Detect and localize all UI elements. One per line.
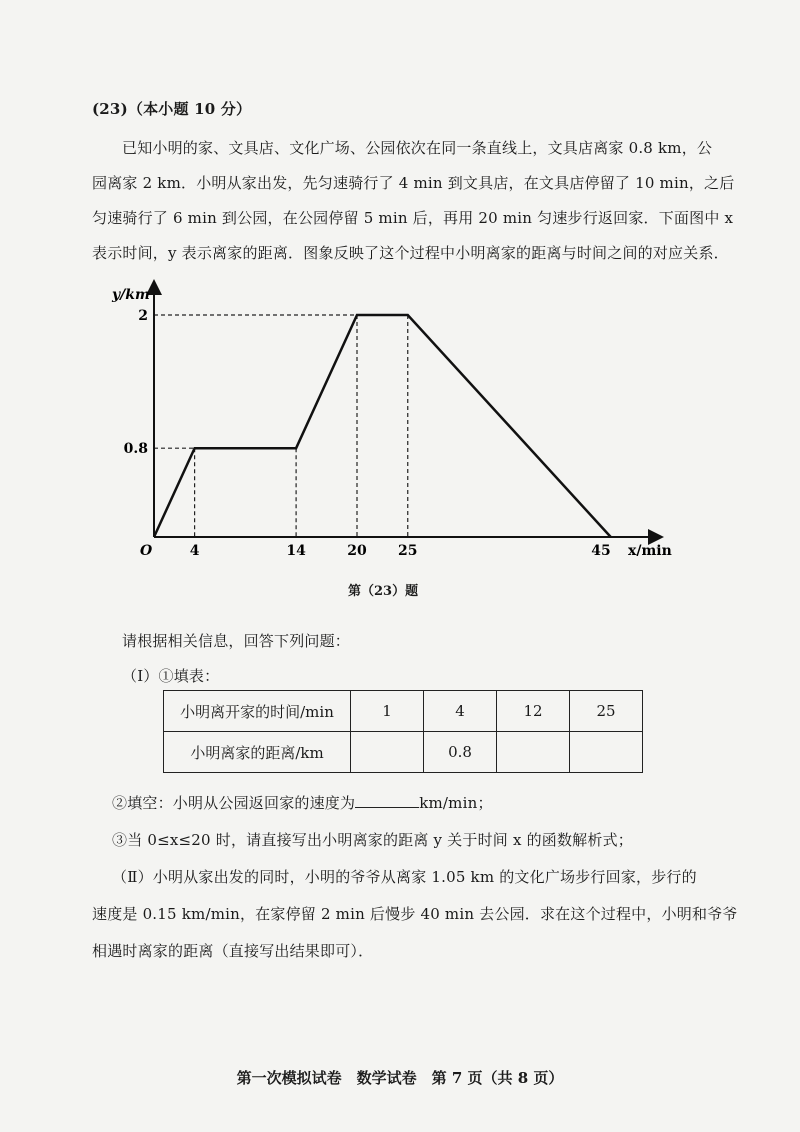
table-cell: 1: [351, 691, 424, 732]
y-tick-label: 2: [138, 308, 148, 324]
x-tick-label: 20: [347, 543, 367, 559]
question-2-unit: km/min；: [419, 794, 493, 812]
table-cell: 25: [570, 691, 643, 732]
distance-line: [154, 315, 611, 537]
question-3: ③当 0≤x≤20 时，请直接写出小明离家的距离 y 关于时间 x 的函数解析式；: [112, 831, 633, 849]
table-cell: [570, 732, 643, 773]
y-axis-label: y/km: [112, 287, 150, 303]
question-header: (23)（本小题 10 分）: [92, 100, 252, 118]
part2-line-3: 相遇时离家的距离（直接写出结果即可）．: [92, 942, 374, 960]
table-cell: 4: [424, 691, 497, 732]
intro-line-4: 表示时间，y 表示离家的距离．图象反映了这个过程中小明离家的距离与时间之间的对应关系．: [92, 244, 729, 262]
question-2-text: ②填空：小明从公园返回家的速度为: [112, 794, 356, 812]
part2-line-1: （Ⅱ）小明从家出发的同时，小明的爷爷从离家 1.05 km 的文化广场步行回家，步行的: [112, 868, 697, 886]
part2-line-2: 速度是 0.15 km/min，在家停留 2 min 后慢步 40 min 去公园．求在这个过程中，小明和爷爷: [92, 905, 738, 923]
x-axis-label: x/min: [628, 543, 672, 559]
intro-line-1: 已知小明的家、文具店、文化广场、公园依次在同一条直线上，文具店离家 0.8 km，公: [122, 139, 713, 157]
table-row: [164, 691, 643, 732]
y-tick-label: 0.8: [123, 441, 148, 458]
origin-label: O: [140, 543, 153, 559]
table-cell: 12: [497, 691, 570, 732]
distance-time-graph: [100, 275, 700, 575]
table-cell: [351, 732, 424, 773]
row2-header: 小明离家的距离/km: [164, 732, 351, 773]
prompt-text: 请根据相关信息，回答下列问题：: [122, 632, 351, 650]
x-tick-label: 45: [591, 543, 611, 559]
x-tick-label: 14: [286, 543, 306, 559]
part1-label: （Ⅰ）①填表：: [122, 667, 220, 685]
intro-line-2: 园离家 2 km．小明从家出发，先匀速骑行了 4 min 到文具店，在文具店停留了 10 min，之后: [92, 174, 735, 192]
table-cell: 0.8: [424, 732, 497, 773]
table-cell: [497, 732, 570, 773]
x-tick-label: 25: [398, 543, 418, 559]
table-row: [164, 732, 643, 773]
intro-line-3: 匀速骑行了 6 min 到公园，在公园停留 5 min 后，再用 20 min 匀速步行返回家．下面图中 x: [92, 209, 734, 227]
question-2: [112, 792, 493, 813]
fill-in-table: [163, 690, 643, 773]
row1-header: 小明离开家的时间/min: [164, 691, 351, 732]
x-tick-label: 4: [189, 543, 200, 559]
answer-blank: [355, 793, 419, 808]
figure-caption: 第（23）题: [348, 584, 419, 599]
page-footer: 第一次模拟试卷 数学试卷 第 7 页（共 8 页）: [236, 1069, 564, 1087]
